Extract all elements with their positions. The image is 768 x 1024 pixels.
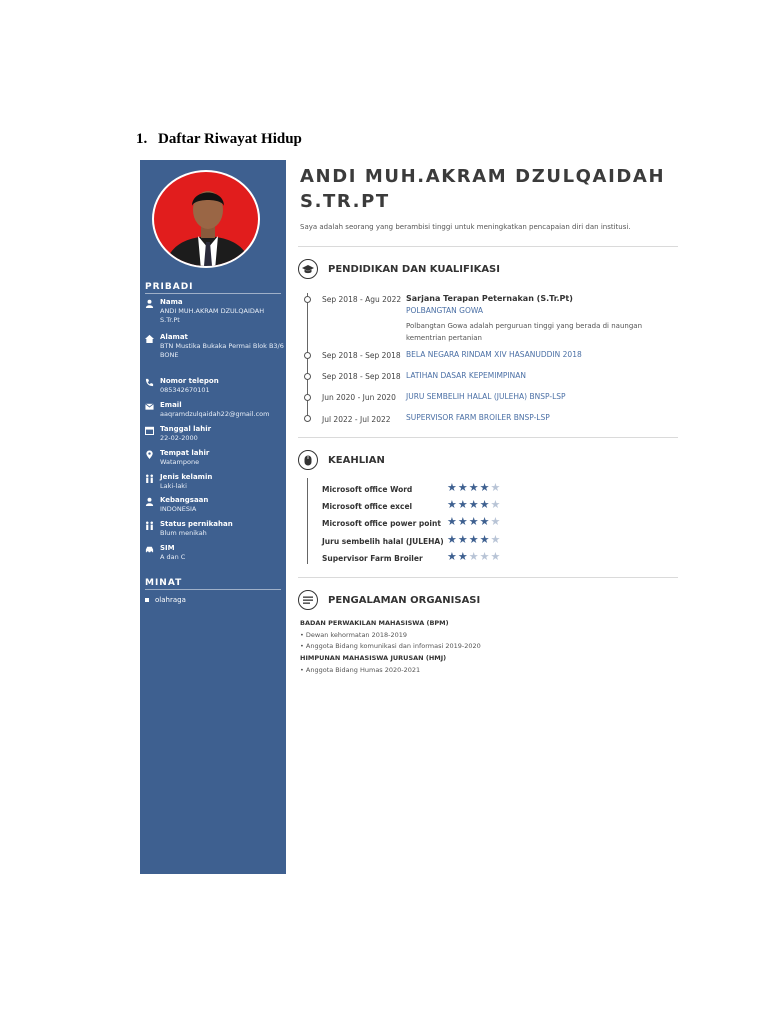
education-title: JURU SEMBELIH HALAL (JULEHA) BNSP-LSP — [406, 392, 566, 401]
divider — [145, 589, 281, 590]
cv-sidebar — [140, 160, 286, 874]
organization-name: HIMPUNAN MAHASISWA JURUSAN (HMJ) — [300, 654, 447, 662]
organization-role: • Anggota Bidang Humas 2020-2021 — [300, 666, 421, 674]
location-pin-icon — [145, 450, 154, 459]
personal-label: Email — [160, 401, 182, 409]
education-description: Polbangtan Gowa adalah perguruan tinggi yang berada di naungan kementrian pertanian — [406, 322, 643, 342]
star-filled-icon: ★ — [468, 498, 480, 511]
education-date: Sep 2018 - Agu 2022 — [322, 295, 402, 304]
star-empty-icon: ★ — [490, 550, 502, 563]
timeline-dot — [304, 394, 311, 401]
timeline-dot — [304, 296, 311, 303]
education-institution: POLBANGTAN GOWA — [406, 306, 484, 315]
profile-photo — [152, 170, 260, 268]
gender-icon — [145, 474, 154, 483]
personal-value: A dan C — [160, 553, 186, 561]
heading-number: 1. — [136, 131, 148, 147]
personal-value: Laki-laki — [160, 482, 187, 490]
timeline-dot — [304, 352, 311, 359]
star-filled-icon: ★ — [447, 550, 458, 563]
star-filled-icon: ★ — [457, 498, 469, 511]
person-icon — [145, 299, 154, 308]
star-empty-icon: ★ — [490, 481, 502, 494]
education-date: Sep 2018 - Sep 2018 — [322, 351, 401, 360]
interest-item: olahraga — [145, 596, 186, 604]
star-filled-icon: ★ — [479, 481, 491, 494]
star-filled-icon: ★ — [457, 550, 469, 563]
cv-summary: Saya adalah seorang yang berambisi tinggi untuk meningkatkan pencapaian diri dan institusi. — [300, 223, 631, 231]
skill-name: Microsoft office Word — [322, 485, 413, 494]
education-title: BELA NEGARA RINDAM XIV HASANUDDIN 2018 — [406, 350, 582, 359]
star-empty-icon: ★ — [490, 498, 502, 511]
personal-label: Nomor telepon — [160, 377, 219, 385]
education-title: SUPERVISOR FARM BROILER BNSP-LSP — [406, 413, 550, 422]
education-date: Jul 2022 - Jul 2022 — [322, 415, 391, 424]
star-filled-icon: ★ — [468, 533, 480, 546]
organization-role: • Dewan kehormatan 2018-2019 — [300, 631, 408, 639]
skill-name: Microsoft office power point — [322, 519, 441, 528]
calendar-icon — [145, 426, 154, 435]
section-title-pribadi: PRIBADI — [145, 282, 194, 292]
skill-rating — [447, 533, 501, 546]
personal-label: Alamat — [160, 333, 188, 341]
email-icon — [145, 402, 154, 411]
star-empty-icon: ★ — [468, 550, 480, 563]
home-icon — [145, 334, 154, 343]
divider — [298, 577, 678, 578]
car-icon — [145, 545, 154, 554]
star-filled-icon: ★ — [468, 481, 480, 494]
personal-value: Watampone — [160, 458, 200, 466]
skills-timeline — [307, 478, 308, 564]
skill-rating — [447, 515, 501, 528]
education-date: Jun 2020 - Jun 2020 — [322, 393, 396, 402]
personal-value: INDONESIA — [160, 505, 197, 513]
star-filled-icon: ★ — [457, 533, 469, 546]
star-filled-icon: ★ — [447, 533, 458, 546]
graduation-cap-icon — [298, 259, 318, 279]
education-date: Sep 2018 - Sep 2018 — [322, 372, 401, 381]
star-empty-icon: ★ — [490, 533, 502, 546]
personal-value: BTN Mustika Bukaka Permai Blok B3/6 BONE — [160, 342, 284, 359]
couple-icon — [145, 521, 154, 530]
timeline-dot — [304, 415, 311, 422]
skill-rating — [447, 481, 501, 494]
star-filled-icon: ★ — [457, 515, 469, 528]
organization-role: • Anggota Bidang komunikasi dan informasi 2019-2020 — [300, 642, 481, 650]
skill-name: Microsoft office excel — [322, 502, 413, 511]
education-title: Sarjana Terapan Peternakan (S.Tr.Pt) — [406, 294, 573, 303]
divider — [145, 293, 281, 294]
personal-value: ANDI MUH.AKRAM DZULQAIDAH S.Tr.Pt — [160, 307, 265, 324]
list-icon — [298, 590, 318, 610]
skill-rating — [447, 550, 501, 563]
personal-label: Nama — [160, 298, 183, 306]
star-filled-icon: ★ — [447, 481, 458, 494]
divider — [298, 437, 678, 438]
section-title-education: PENDIDIKAN DAN KUALIFIKASI — [328, 264, 500, 275]
timeline-dot — [304, 373, 311, 380]
star-filled-icon: ★ — [479, 498, 491, 511]
personal-label: Kebangsaan — [160, 496, 209, 504]
star-filled-icon: ★ — [457, 481, 469, 494]
personal-value: 22-02-2000 — [160, 434, 198, 442]
section-title-skills: KEAHLIAN — [328, 455, 385, 466]
personal-value: aaqramdzulqaidah22@gmail.com — [160, 410, 270, 418]
skill-name: Juru sembelih halal (JULEHA) — [322, 537, 444, 546]
personal-label: Status pernikahan — [160, 520, 233, 528]
personal-value: Blum menikah — [160, 529, 207, 537]
cv-page — [140, 160, 678, 874]
section-title-organization: PENGALAMAN ORGANISASI — [328, 595, 481, 606]
phone-icon — [145, 378, 154, 387]
star-empty-icon: ★ — [479, 550, 491, 563]
personal-label: Tempat lahir — [160, 449, 210, 457]
skill-name: Supervisor Farm Broiler — [322, 554, 423, 563]
star-filled-icon: ★ — [447, 498, 458, 511]
personal-label: SIM — [160, 544, 175, 552]
star-filled-icon: ★ — [479, 533, 491, 546]
skill-rating — [447, 498, 501, 511]
organization-name: BADAN PERWAKILAN MAHASISWA (BPM) — [300, 619, 449, 627]
personal-label: Jenis kelamin — [160, 473, 213, 481]
section-title-minat: MINAT — [145, 578, 183, 588]
person-icon — [145, 497, 154, 506]
education-title: LATIHAN DASAR KEPEMIMPINAN — [406, 371, 527, 380]
heading-text: Daftar Riwayat Hidup — [158, 131, 302, 147]
star-filled-icon: ★ — [468, 515, 480, 528]
personal-value: 085342670101 — [160, 386, 210, 394]
personal-label: Tanggal lahir — [160, 425, 212, 433]
divider — [298, 246, 678, 247]
star-filled-icon: ★ — [479, 515, 491, 528]
star-filled-icon: ★ — [447, 515, 458, 528]
mouse-icon — [298, 450, 318, 470]
cv-name: ANDI MUH.AKRAM DZULQAIDAH S.TR.PT — [300, 166, 666, 212]
document-heading — [136, 131, 302, 148]
star-empty-icon: ★ — [490, 515, 502, 528]
